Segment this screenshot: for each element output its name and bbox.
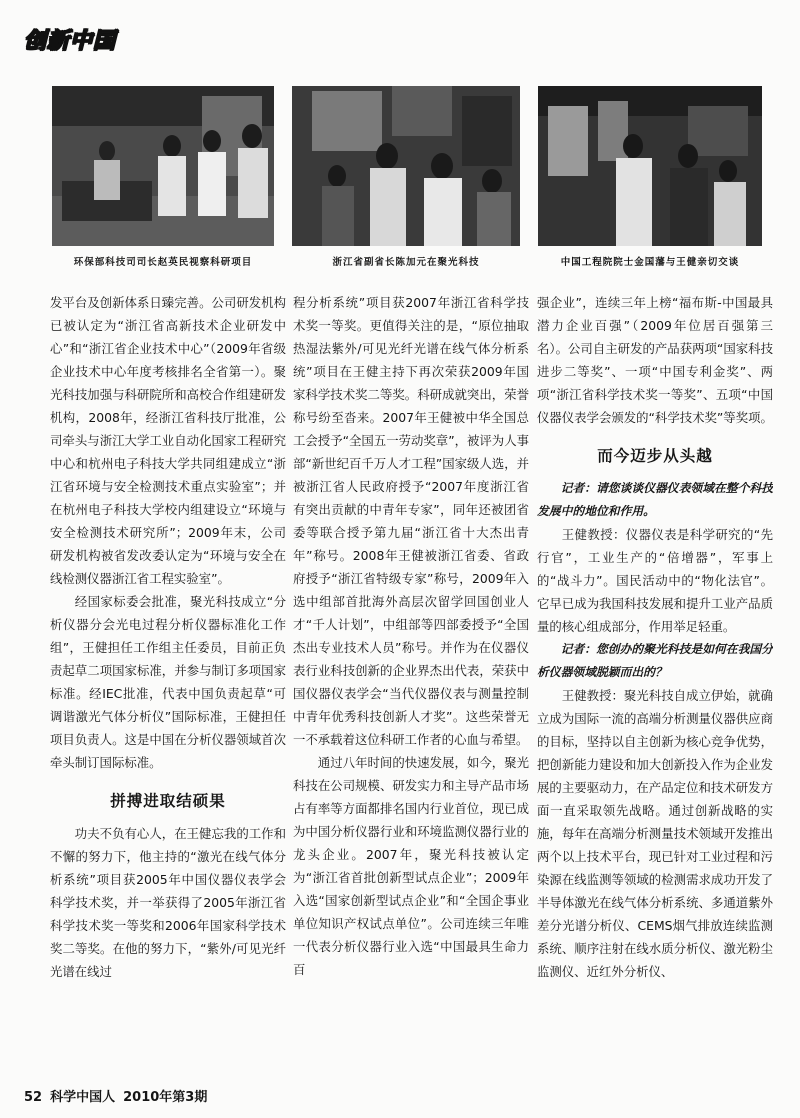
photo-exhibit-visit — [292, 86, 520, 246]
section-masthead: 创新中国 — [24, 28, 117, 54]
paragraph: 经国家标委会批准，聚光科技成立“分析仪器分会光电过程分析仪器标准化工作组”，王健担任工作组主任委员，目前正负责起草二项国家标准，并参与制订多项国家标准。经IEC批准，代表中国负责起草“可调谐激光气体分析仪”国际标准，王健担任项目负责人。这是中国在分析仪器领域首次牵头制订国际标准。 — [50, 594, 286, 770]
article-column-1 — [50, 291, 286, 1081]
section-heading: 拼搏进取结硕果 — [110, 792, 226, 810]
paragraph: 发平台及创新体系日臻完善。公司研发机构已被认定为“浙江省高新技术企业研发中心”和“浙江省企业技术中心”（2009年省级企业技术中心年度考核排名全省第一）。聚光科技加强与科研院所和高校合作组建研发机构，2008年，经浙江省科技厅批准，公司牵头与浙江大学工业自动化国家工程研究中心和杭州电子科技大学共同组建成立“浙江省环境与安全检测技术重点实验室”；并在杭州电子科技大学校内组建设立“环境与安全检测技术研究所”；2009年末，公司研发机构被省发改委认定为“环境与安全在线检测仪器浙江省工程实验室”。 — [50, 295, 286, 586]
meeting-image — [538, 86, 762, 246]
photo-caption-2: 浙江省副省长陈加元在聚光科技 — [332, 257, 480, 268]
photo-caption-1: 环保部科技司司长赵英民视察科研项目 — [73, 257, 253, 268]
article-column-2 — [293, 291, 529, 1081]
article-column-3 — [537, 291, 773, 1081]
magazine-name: 科学中国人 — [50, 1090, 116, 1105]
interview-answer: 王健教授：仪器仪表是科学研究的“先行官”，工业生产的“倍增器”，军事上的“战斗力”。国民活动中的“物化法官”。它早已成为我国科技发展和提升工业产品质量的核心组成部分，作用举足轻重。 — [537, 527, 773, 634]
exhibit-visit-image — [292, 86, 520, 246]
interview-question: 记者：请您谈谈仪器仪表领域在整个科技发展中的地位和作用。 — [537, 481, 773, 518]
photo-meeting — [538, 86, 762, 246]
issue-label: 2010年第3期 — [123, 1090, 208, 1105]
page-footer — [24, 1086, 215, 1105]
paragraph: 通过八年时间的快速发展，如今，聚光科技在公司规模、研发实力和主导产品市场占有率等方面都排名国内行业首位，现已成为中国分析仪器行业和环境监测仪器行业的龙头企业。2007年，聚光科技被认定为“浙江省首批创新型试点企业”；2009年入选“国家创新型试点企业”和“全国企事业单位知识产权试点单位”。公司连续三年唯一代表分析仪器行业入选“中国最具生命力百 — [293, 755, 529, 977]
interview-answer: 王健教授：聚光科技自成立伊始，就确立成为国际一流的高端分析测量仪器供应商的目标，坚持以自主创新为核心竞争优势，把创新能力建设和加大创新投入作为企业发展的主要驱动力，在产品定位和技术研发方面一直采取领先战略。通过创新战略的实施，每年在高端分析测量技术领域开发推出两个以上技术平台，现已针对工业过程和污染源在线监测等领域的检测需求成功开发了半导体激光在线气体分析系统、多通道紫外差分光谱分析仪、CEMS烟气排放连续监测系统、顺序注射在线水质分析仪、激光粉尘监测仪、近红外分析仪、 — [537, 688, 773, 979]
interview-question: 记者：您创办的聚光科技是如何在我国分析仪器领域脱颖而出的？ — [537, 642, 773, 679]
section-heading: 而今迈步从头越 — [597, 447, 713, 465]
photo-caption-3: 中国工程院院士金国藩与王健亲切交谈 — [560, 257, 740, 268]
photo-office-visit — [52, 86, 274, 246]
page-number: 52 — [24, 1090, 43, 1105]
paragraph: 功夫不负有心人，在王健忘我的工作和不懈的努力下，他主持的“激光在线气体分析系统”项目获2005年中国仪器仪表学会科学技术奖，并一举获得了2005年浙江省科学技术奖一等奖和2006年国家科学技术奖二等奖。在他的努力下，“紫外/可见光纤光谱在线过 — [50, 826, 286, 979]
paragraph: 程分析系统”项目获2007年浙江省科学技术奖一等奖。更值得关注的是，“原位抽取热湿法紫外/可见光纤光谱在线气体分析系统”项目在王健主持下再次荣获2009年国家科学技术奖二等奖。科研成就突出，荣誉称号纷至沓来。2007年王健被中华全国总工会授予“全国五一劳动奖章”，被评为人事部“新世纪百千万人才工程”国家级人选，并被浙江省人民政府授予“2007年度浙江省有突出贡献的中青年专家”，同年还被团省委等联合授予第九届“浙江省十大杰出青年”称号。2008年王健被浙江省委、省政府授予“浙江省特级专家”称号，2009年入选中组部首批海外高层次留学回国创业人才“千人计划”，中组部等四部委授予“全国杰出专业技术人员”称号。并作为在仪器仪表行业科技创新的企业界杰出代表，荣获中国仪器仪表学会“当代仪器仪表与测量控制中青年优秀科技创新人才奖”。这些荣誉无一不承载着这位科研工作者的心血与希望。 — [293, 295, 529, 747]
office-visit-image — [52, 86, 274, 246]
paragraph: 强企业”，连续三年上榜“福布斯-中国最具潜力企业百强”（2009年位居百强第三名）。公司自主研发的产品获两项“国家科技进步二等奖”、一项“中国专利金奖”、两项“浙江省科学技术奖一等奖”、五项“中国仪器仪表学会颁发的“科学技术奖”等奖项。 — [537, 295, 773, 425]
